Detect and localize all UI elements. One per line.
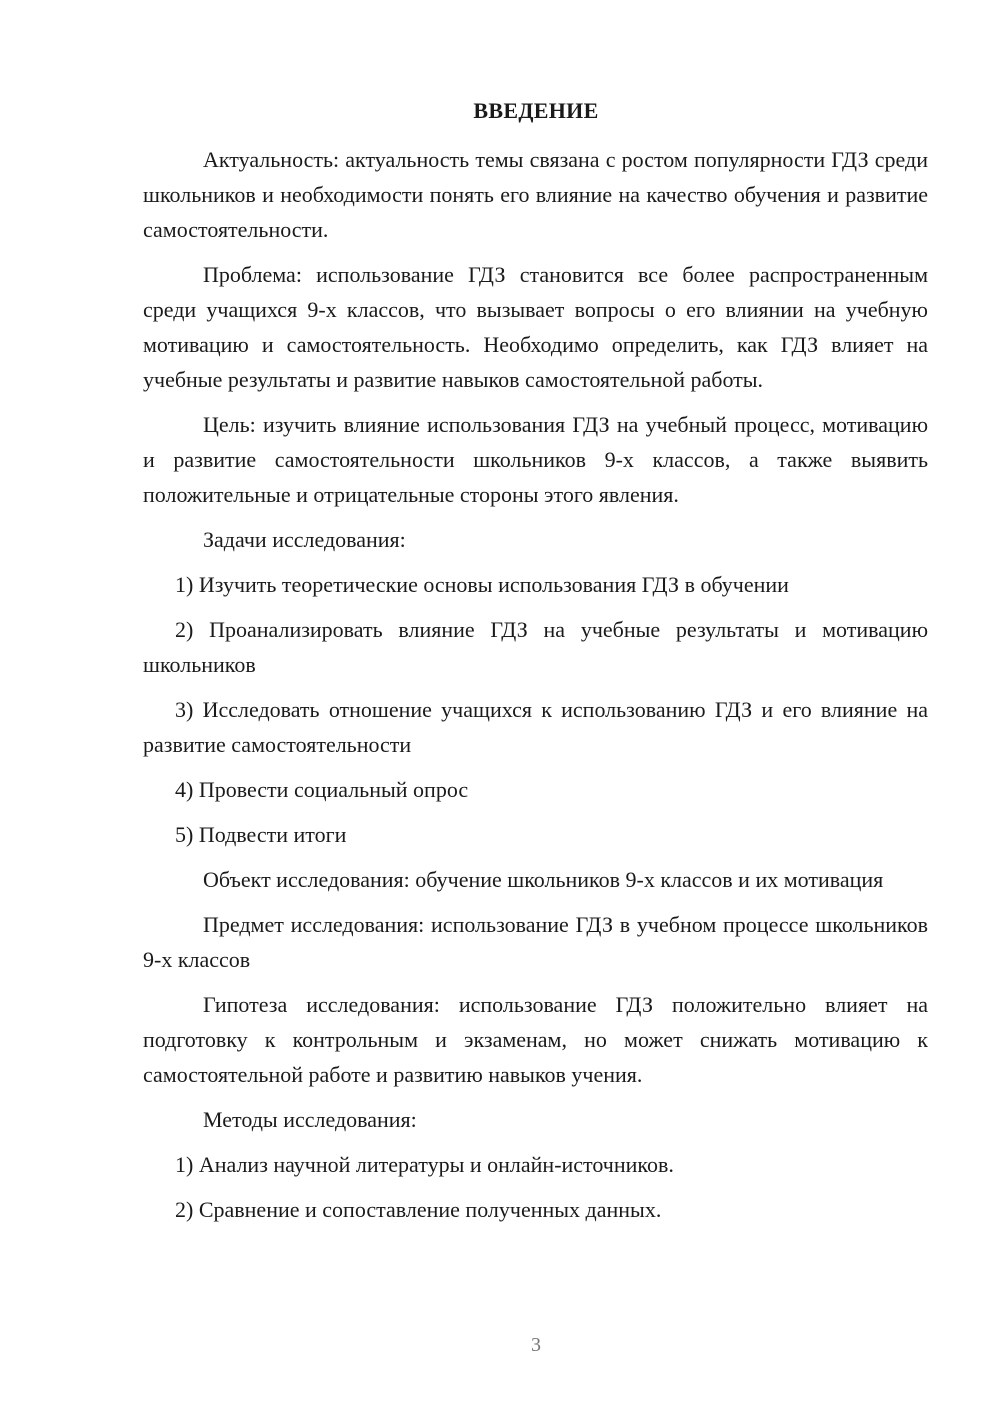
list-item-task-5: 5) Подвести итоги bbox=[175, 822, 347, 847]
list-item-method-1: 1) Анализ научной литературы и онлайн-источников. bbox=[175, 1152, 674, 1177]
list-item-task-2: 2) Проанализировать влияние ГДЗ на учебные результаты и мотивацию школьников bbox=[143, 617, 928, 677]
list-item-task-4: 4) Провести социальный опрос bbox=[175, 777, 469, 802]
list-item-method-2: 2) Сравнение и сопоставление полученных данных. bbox=[175, 1197, 662, 1222]
paragraph-methods-heading: Методы исследования: bbox=[203, 1107, 417, 1132]
page-title: ВВЕДЕНИЕ bbox=[473, 98, 599, 123]
paragraph-goal: Цель: изучить влияние использования ГДЗ на учебный процесс, мотивацию и развитие самостоятельности школьников 9-х классов, а также выявить положительные и отрицательные стороны этого явления. bbox=[143, 412, 928, 507]
document-body bbox=[143, 142, 928, 1237]
paragraph-tasks-heading: Задачи исследования: bbox=[203, 527, 406, 552]
list-item-task-3: 3) Исследовать отношение учащихся к использованию ГДЗ и его влияние на развитие самостоятельности bbox=[143, 697, 928, 757]
paragraph-object: Объект исследования: обучение школьников 9-х классов и их мотивация bbox=[203, 867, 884, 892]
paragraph-hypothesis: Гипотеза исследования: использование ГДЗ положительно влияет на подготовку к контрольным и экзаменам, но может снижать мотивацию к самостоятельной работе и развитию навыков учения. bbox=[143, 992, 928, 1087]
paragraph-subject: Предмет исследования: использование ГДЗ в учебном процессе школьников 9-х классов bbox=[143, 912, 928, 972]
list-item-task-1: 1) Изучить теоретические основы использования ГДЗ в обучении bbox=[175, 572, 789, 597]
paragraph-relevance: Актуальность: актуальность темы связана с ростом популярности ГДЗ среди школьников и необходимости понять его влияние на качество обучения и развитие самостоятельности. bbox=[143, 147, 928, 242]
page-number: 3 bbox=[531, 1334, 541, 1356]
paragraph-problem: Проблема: использование ГДЗ становится все более распространенным среди учащихся 9-х классов, что вызывает вопросы о его влиянии на учебную мотивацию и самостоятельность. Необходимо определить, как ГДЗ влияет на учебные результаты и развитие навыков самостоятельной работы. bbox=[143, 262, 928, 392]
